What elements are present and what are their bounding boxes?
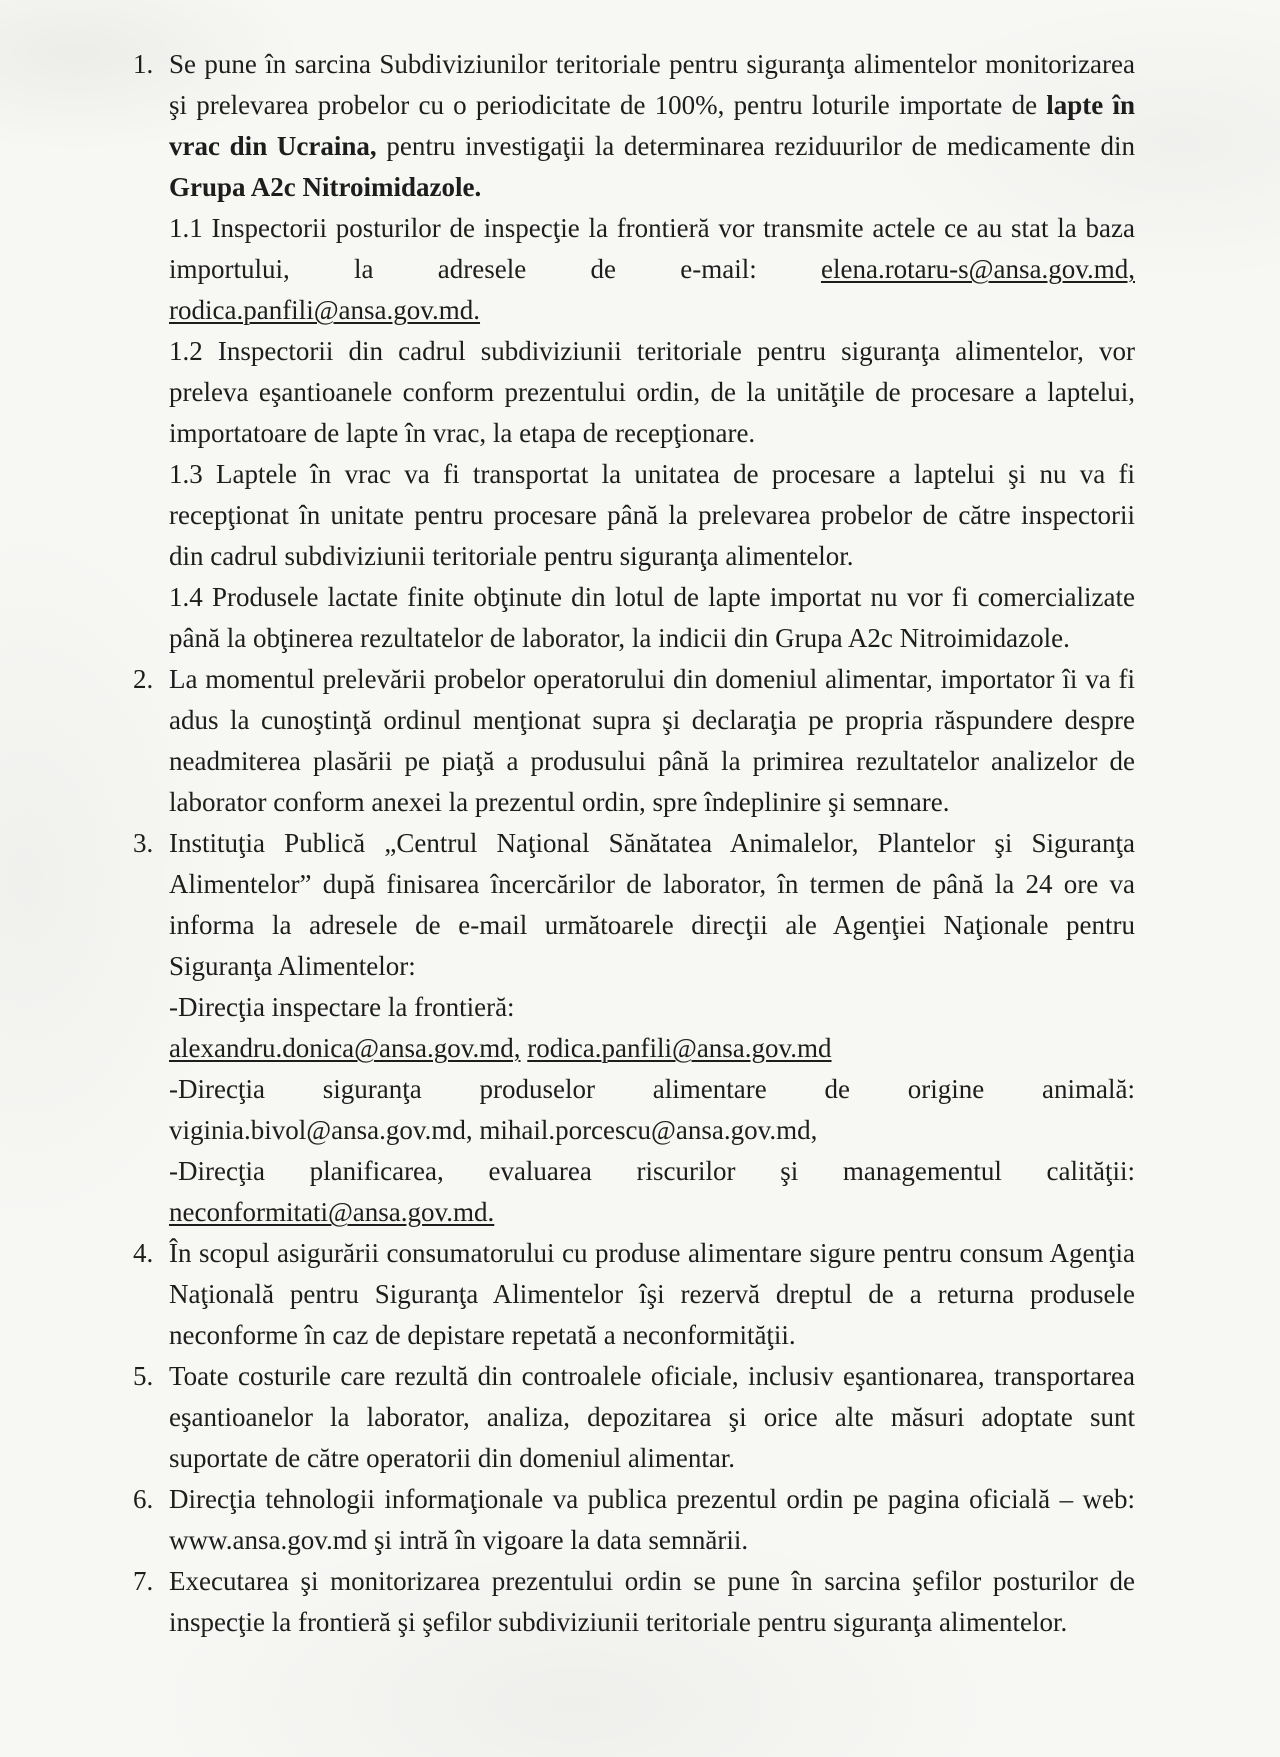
email-alexandru-donica: alexandru.donica@ansa.gov.md, (169, 1033, 521, 1063)
item-1-text: Se pune în sarcina Subdiviziunilor teritoriale pentru siguranţa alimentelor monitorizarea şi prelevarea probelor cu o periodicitate de 100%, pentru loturile importate de (169, 49, 1135, 120)
email-elena-rotaru: elena.rotaru-s@ansa.gov.md, (820, 254, 1135, 284)
subitem-1-4-paragraph: 1.4 Produsele lactate finite obţinute din lotul de lapte importat nu vor fi comercializate până la obţinerea rezultatelor de laborator, la indicii din Grupa A2c Nitroimidazole. (169, 582, 1135, 653)
item-1-text-2: pentru investigaţii la determinarea reziduurilor de medicamente din (376, 131, 1135, 161)
subitem-1-3-paragraph: 1.3 Laptele în vrac va fi transportat la unitatea de procesare a laptelui şi nu va fi recepţionat în unitate pentru procesare până la prelevarea probelor de către inspectorii din cadrul subdiviziunii teritoriale pentru siguranţa alimentelor. (169, 459, 1135, 571)
order-item-3 (133, 823, 1135, 1233)
item-2-paragraph: La momentul prelevării probelor operatorului din domeniul alimentar, importator îi va fi adus la cunoştinţă ordinul menţionat supra şi declaraţia pe propria răspundere despre neadmiterea plasării pe piaţă a produsului până la primirea rezultatelor analizelor de laborator conform anexei la prezentul ordin, spre îndeplinire şi semnare. (169, 664, 1135, 817)
subitem-1-1-paragraph (169, 208, 1135, 331)
order-item-4 (133, 1233, 1135, 1356)
item-5-paragraph: Toate costurile care rezultă din controalele oficiale, inclusiv eşantionarea, transportarea eşantioanelor la laborator, analiza, depozitarea şi orice alte măsuri adoptate sunt suportate de către operatorii din domeniul alimentar. (169, 1361, 1135, 1473)
item-number-5: 5. (133, 1361, 154, 1391)
item-number-7: 7. (133, 1566, 154, 1596)
email-rodica-panfili-1: rodica.panfili@ansa.gov.md. (169, 295, 481, 325)
order-item-2 (133, 659, 1135, 823)
item-3-paragraph-intro: Instituţia Publică „Centrul Naţional Sănătatea Animalelor, Plantelor şi Siguranţa Alimentelor” după finisarea încercărilor de laborator, în termen de până la 24 ore va informa la adresele de e-mail următoarele direcţii ale Agenţiei Naţionale pentru Siguranţa Alimentelor: (169, 828, 1135, 981)
subitem-1-2-paragraph: 1.2 Inspectorii din cadrul subdiviziunii teritoriale pentru siguranţa alimentelor, vor preleva eşantioanele conform prezentului ordin, de la unităţile de procesare a laptelui, importatoare de lapte în vrac, la etapa de recepţionare. (169, 336, 1135, 448)
item-7-paragraph: Executarea şi monitorizarea prezentului ordin se pune în sarcina şefilor posturilor de inspecţie la frontieră şi şefilor subdiviziunii teritoriale pentru siguranţa alimentelor. (169, 1566, 1135, 1637)
item-4-paragraph: În scopul asigurării consumatorului cu produse alimentare sigure pentru consum Agenţia Naţională pentru Siguranţa Alimentelor îşi rezervă dreptul de a returna produsele neconforme în caz de depistare repetată a neconformităţii. (169, 1238, 1135, 1350)
order-item-1 (133, 44, 1135, 659)
item-6-paragraph: Direcţia tehnologii informaţionale va publica prezentul ordin pe pagina oficială – web: www.ansa.gov.md şi intră în vigoare la data semnării. (169, 1484, 1135, 1555)
item-number-6: 6. (133, 1484, 154, 1514)
order-item-6 (133, 1479, 1135, 1561)
email-neconformitati: neconformitati@ansa.gov.md. (169, 1197, 495, 1227)
item-3-paragraph-animala: -Direcţia siguranţa produselor alimentare de origine animală: viginia.bivol@ansa.gov.md, mihail.porcescu@ansa.gov.md, (169, 1074, 1135, 1145)
order-item-5 (133, 1356, 1135, 1479)
item-number-4: 4. (133, 1238, 154, 1268)
item-number-3: 3. (133, 828, 154, 858)
item-3-paragraph-calitate (169, 1151, 1135, 1233)
item-1-bold-lapte: lapte în vrac din Ucraina, (169, 90, 1135, 161)
item-1-bold-grupa: Grupa A2c Nitroimidazole. (169, 172, 482, 202)
item-3-emails-frontiera (169, 1028, 1135, 1069)
item-number-1: 1. (133, 49, 154, 79)
item-3-calitate-text: -Direcţia planificarea, evaluarea riscurilor şi managementul calităţii: (169, 1156, 1135, 1186)
subitem-1-1-text: 1.1 Inspectorii posturilor de inspecţie la frontieră vor transmite actele ce au stat la baza importului, la adresele de e-mail: (169, 213, 1135, 284)
item-number-2: 2. (133, 664, 154, 694)
item-1-paragraph-main (169, 44, 1135, 208)
email-rodica-panfili-2: rodica.panfili@ansa.gov.md (527, 1033, 832, 1063)
order-item-7 (133, 1561, 1135, 1643)
item-3-line-directia-frontiera: -Direcţia inspectare la frontieră: (169, 992, 515, 1022)
